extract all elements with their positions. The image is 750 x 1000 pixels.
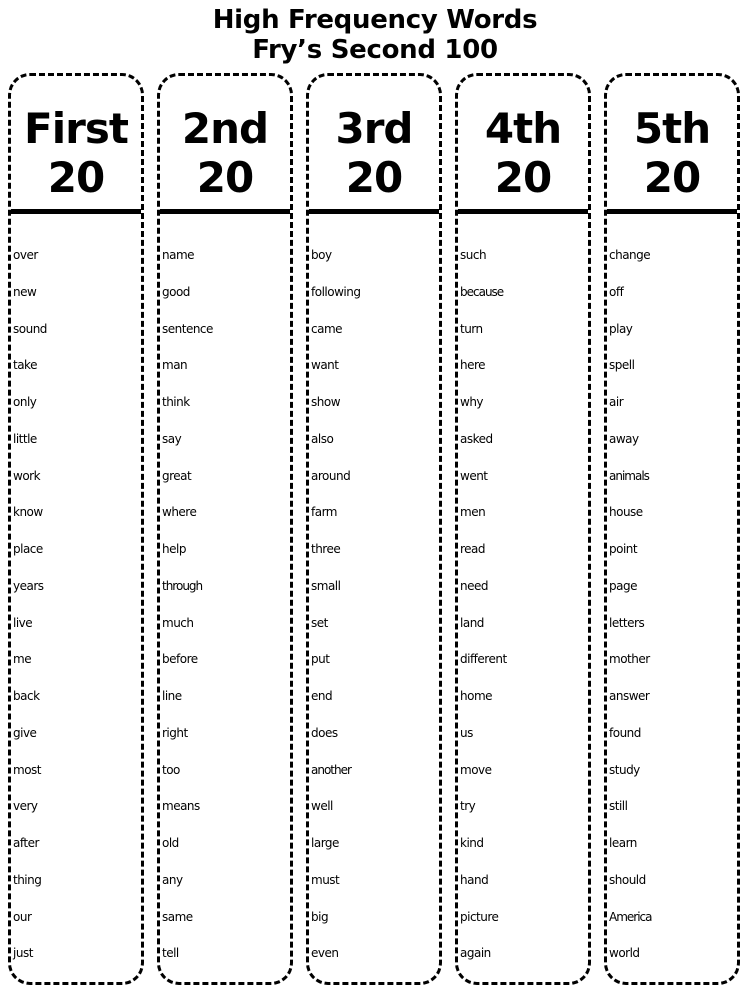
column-heading-number: 20 <box>196 153 254 202</box>
word-item: following <box>311 284 361 299</box>
word-item: letters <box>609 615 645 630</box>
column-heading: 3rd <box>335 104 413 153</box>
word-item: try <box>460 799 476 814</box>
word-item: through <box>162 578 203 593</box>
word-item: turn <box>460 321 483 336</box>
word-item: again <box>460 946 491 961</box>
word-column-third <box>306 73 442 985</box>
word-item: boy <box>311 248 332 262</box>
word-list <box>11 237 141 972</box>
word-item: move <box>460 762 492 777</box>
word-item: new <box>13 284 37 299</box>
word-item: answer <box>609 689 650 703</box>
column-heading: 5th <box>633 104 711 153</box>
word-item: because <box>460 284 504 299</box>
word-item: must <box>311 872 340 887</box>
word-item: where <box>162 505 197 520</box>
word-item: name <box>162 248 195 262</box>
word-item: home <box>460 689 493 703</box>
word-item: little <box>13 431 37 446</box>
word-item: such <box>460 248 487 262</box>
word-item: hand <box>460 872 489 887</box>
word-item: live <box>13 615 33 630</box>
column-heading-number: 20 <box>47 153 105 202</box>
word-item: read <box>460 542 486 556</box>
word-item: big <box>311 909 329 924</box>
column-heading: 2nd <box>181 104 269 153</box>
word-item: old <box>162 836 179 850</box>
word-item: study <box>609 762 640 777</box>
word-item: small <box>311 578 341 593</box>
word-item: know <box>13 505 43 520</box>
word-item: tell <box>162 946 179 961</box>
word-item: also <box>311 431 334 446</box>
column-heading: First <box>24 104 128 153</box>
word-item: over <box>13 248 38 262</box>
column-heading-number: 20 <box>643 153 701 202</box>
word-item: world <box>609 946 640 961</box>
word-item: does <box>311 725 338 740</box>
word-item: show <box>311 395 341 409</box>
word-item: need <box>460 578 488 593</box>
word-item: came <box>311 321 343 336</box>
word-item: before <box>162 652 198 667</box>
word-item: sentence <box>162 321 213 336</box>
column-header <box>160 76 290 214</box>
column-heading-number: 20 <box>345 153 403 202</box>
word-item: think <box>162 395 190 409</box>
word-item: even <box>311 946 339 961</box>
word-item: page <box>609 578 637 593</box>
column-header <box>11 76 141 214</box>
word-item: men <box>460 505 486 520</box>
word-item: change <box>609 248 651 262</box>
word-item: only <box>13 395 37 409</box>
word-item: great <box>162 468 192 483</box>
word-item: same <box>162 909 193 924</box>
word-list <box>309 237 439 972</box>
word-column-first <box>8 73 144 985</box>
word-item: any <box>162 872 183 887</box>
word-item: sound <box>13 321 47 336</box>
column-heading-number: 20 <box>494 153 552 202</box>
word-item: land <box>460 615 484 630</box>
word-item: here <box>460 358 486 373</box>
word-item: house <box>609 505 643 520</box>
word-item: farm <box>311 505 337 520</box>
word-item: work <box>13 468 41 483</box>
column-header <box>607 76 737 214</box>
word-item: picture <box>460 909 499 924</box>
word-item: back <box>13 689 40 703</box>
word-item: spell <box>609 358 635 373</box>
word-item: me <box>13 652 32 667</box>
word-item: place <box>13 542 43 556</box>
word-item: well <box>311 799 333 814</box>
word-item: put <box>311 652 330 667</box>
word-item: give <box>13 725 37 740</box>
word-item: should <box>609 872 646 887</box>
word-item: want <box>311 358 339 373</box>
word-item: another <box>311 762 351 777</box>
word-item: different <box>460 652 507 667</box>
word-item: off <box>609 284 624 299</box>
word-item: kind <box>460 836 484 850</box>
column-header <box>458 76 588 214</box>
word-item: much <box>162 615 194 630</box>
word-item: right <box>162 725 188 740</box>
word-item: America <box>609 909 652 924</box>
word-item: point <box>609 542 638 556</box>
word-item: after <box>13 836 39 850</box>
word-item: say <box>162 431 182 446</box>
word-item: learn <box>609 836 637 850</box>
word-item: most <box>13 762 41 777</box>
word-column-fourth <box>455 73 591 985</box>
word-item: three <box>311 542 341 556</box>
word-item: help <box>162 542 186 556</box>
word-item: too <box>162 762 180 777</box>
word-item: still <box>609 799 628 814</box>
word-column-fifth <box>604 73 740 985</box>
page-title: High Frequency Words <box>212 5 538 35</box>
word-list <box>607 237 737 972</box>
word-item: man <box>162 358 188 373</box>
word-column-second <box>157 73 293 985</box>
word-item: means <box>162 799 200 814</box>
word-item: us <box>460 725 473 740</box>
word-item: very <box>13 799 38 814</box>
word-item: line <box>162 689 182 703</box>
word-item: away <box>609 431 639 446</box>
column-header <box>309 76 439 214</box>
word-item: animals <box>609 468 649 483</box>
word-list <box>458 237 588 972</box>
page-subtitle: Fry’s Second 100 <box>252 35 498 65</box>
word-item: our <box>13 909 32 924</box>
word-item: air <box>609 395 624 409</box>
word-item: large <box>311 836 339 850</box>
word-item: thing <box>13 872 42 887</box>
word-item: play <box>609 321 633 336</box>
word-item: set <box>311 615 328 630</box>
word-item: went <box>460 468 488 483</box>
word-item: mother <box>609 652 650 667</box>
word-item: years <box>13 578 44 593</box>
word-list <box>160 237 290 972</box>
word-item: around <box>311 468 351 483</box>
word-item: end <box>311 689 333 703</box>
word-item: found <box>609 725 641 740</box>
word-item: just <box>13 946 33 961</box>
word-item: take <box>13 358 37 373</box>
word-item: why <box>460 395 484 409</box>
column-heading: 4th <box>484 104 562 153</box>
word-item: asked <box>460 431 493 446</box>
word-item: good <box>162 284 190 299</box>
